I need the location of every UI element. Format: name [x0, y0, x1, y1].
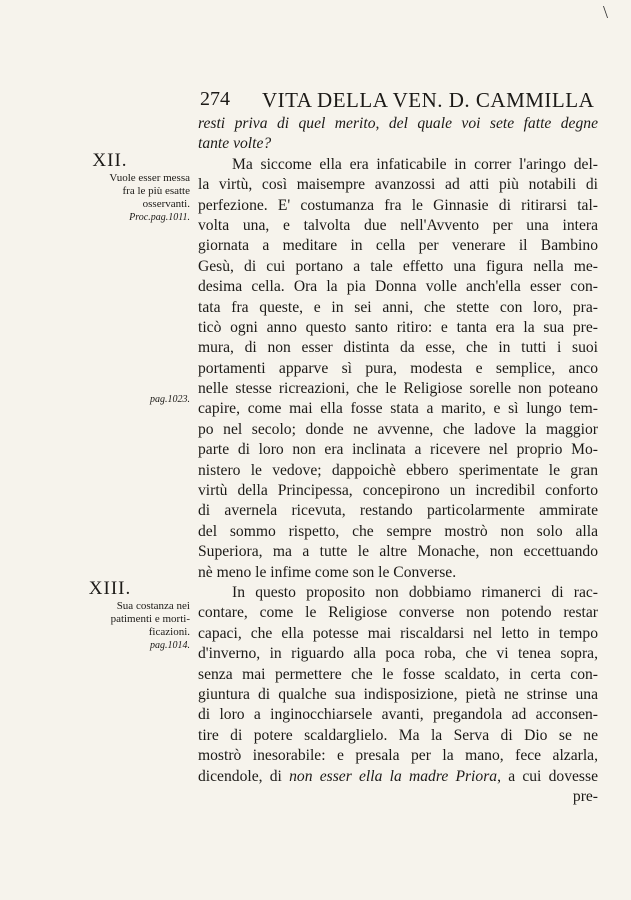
- margin-note-section-12: [30, 150, 190, 224]
- text-line: ticò ogni anno questo santo ritiro: e tanta era la sua pre-: [198, 318, 598, 336]
- text-line: po nel secolo; donde ne avvenne, che ladove la maggior: [198, 420, 598, 438]
- text-line: nelle stesse ricreazioni, che le Religiose sorelle non poteano: [198, 380, 598, 398]
- text-line: del sommo rispetto, che sempre mostrò non solo alla: [198, 522, 598, 540]
- text-line: Ma siccome ella era infaticabile in correr l'aringo del-: [232, 155, 598, 173]
- running-title: VITA DELLA VEN. D. CAMMILLA: [262, 88, 595, 112]
- page-number: 274: [200, 88, 230, 110]
- text-line: tata fra queste, e in sei anni, che stette con loro, pra-: [198, 298, 598, 316]
- margin-note-line: fra le più esatte: [122, 185, 190, 197]
- text-line: parte di loro non era inclinata a ricevere nel proprio Mo-: [198, 441, 598, 459]
- margin-note-line: patimenti e morti-: [110, 613, 190, 625]
- text-segment: , a cui dovesse: [497, 767, 598, 785]
- text-line: nistero le vedove; dappoichè ebbero sperimentate le gran: [198, 461, 598, 479]
- text-line: contare, come le Religiose converse non potendo restar: [198, 604, 598, 622]
- text-line: In questo proposito non dobbiamo rimanerci di rac-: [232, 583, 598, 601]
- margin-note-section-13: [30, 578, 190, 652]
- text-line: tante volte?: [198, 135, 272, 153]
- margin-note-line: Sua costanza nei: [116, 600, 190, 612]
- text-line: portamenti apparve sì pura, modesta e semplice, anco: [198, 359, 598, 377]
- text-line: mura, di non esser distinta da esse, che in tutti i suoi: [198, 339, 598, 357]
- margin-note-line: Vuole esser messa: [109, 172, 190, 184]
- text-line: la virtù, così maisempre avanzossi ad atti più notabili di: [198, 176, 598, 194]
- section-number: XII.: [92, 150, 128, 171]
- text-line: capaci, che ella potesse mai riscaldarsi nel letto in tempo: [198, 624, 598, 642]
- text-line: giuntura di qualche sua indisposizione, pietà ne strinse una: [198, 685, 598, 703]
- text-line: virtù della Principessa, concepirono un incredibil conforto: [198, 482, 598, 500]
- corner-mark: \: [603, 2, 609, 22]
- margin-note-line: osservanti.: [142, 198, 190, 210]
- margin-reference: pag.1023.: [150, 394, 190, 405]
- catchword: pre-: [572, 787, 598, 805]
- text-segment: dicendole, di: [198, 767, 290, 785]
- body-text: [198, 114, 598, 807]
- text-line: perfezione. E' costumanza fra le Ginnasie di ritirarsi tal-: [198, 196, 598, 214]
- margin-note-line: ficazioni.: [148, 626, 190, 638]
- text-line: volta una, e talvolta due nell'Avvento per una intera: [198, 216, 598, 234]
- margin-reference-1023: [30, 393, 190, 406]
- text-line: senza mai permettere che le fosse scaldato, in certa con-: [198, 665, 598, 683]
- text-line: Superiora, ma a tutte le altre Monache, non eccettuando: [198, 543, 598, 561]
- section-number: XIII.: [88, 578, 132, 599]
- text-line: desima cella. Ora la pia Donna volle anch'ella esser con-: [198, 278, 598, 296]
- text-line: di avernela ricevuta, restando particolarmente ammirate: [198, 502, 598, 520]
- text-line: resti priva di quel merito, del quale voi sete fatte degne: [198, 115, 598, 132]
- text-line: [198, 767, 598, 787]
- text-line: d'inverno, in riguardo alla poca roba, che vi tenea sopra,: [198, 645, 598, 663]
- text-line: tire di potere scaldarglielo. Ma la Serva di Dio se ne: [198, 726, 598, 744]
- text-line: Gesù, di cui portano a tale effetto una figura nella me-: [198, 257, 598, 275]
- text-line: di loro a inginocchiarsele avanti, pregandola ad acconsen-: [198, 706, 598, 724]
- text-line: giornata a meditare in cella per venerare il Bambino: [198, 237, 598, 255]
- text-line: mostrò inesorabile: e presala per la mano, fece alzarla,: [198, 747, 598, 765]
- text-line: nè meno le infime come son le Converse.: [198, 563, 457, 581]
- margin-reference: Proc.pag.1011.: [129, 212, 190, 223]
- text-line: capire, come mai ella fosse stata a marito, e sì lungo tem-: [198, 400, 598, 418]
- italic-quote: non esser ella la madre Priora: [289, 767, 498, 785]
- margin-reference: pag.1014.: [150, 640, 190, 651]
- page-header: [200, 88, 600, 112]
